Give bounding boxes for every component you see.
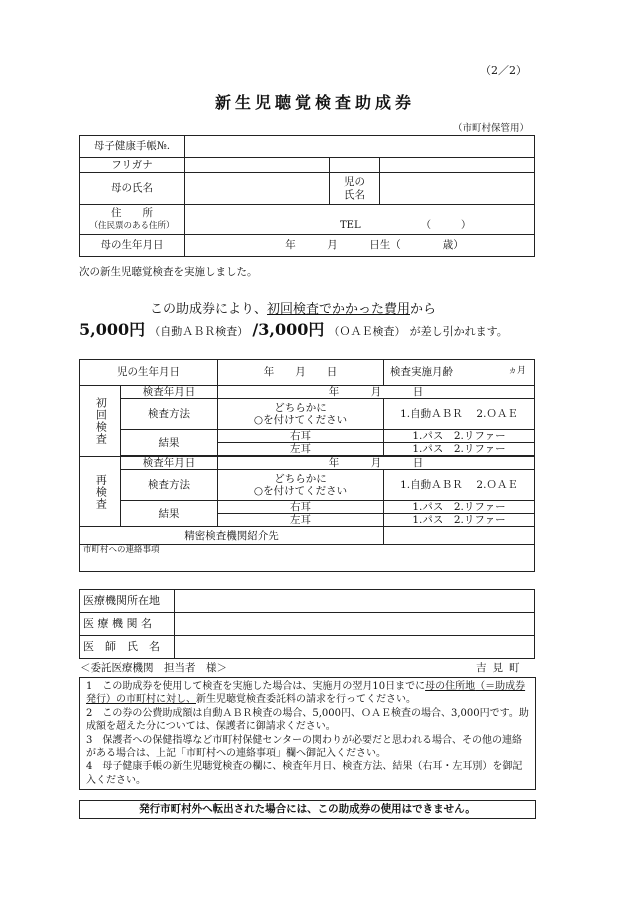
slash: / [252, 320, 259, 339]
child-furigana-field[interactable] [380, 158, 535, 173]
referral-label: 精密検査機関紹介先 [80, 527, 384, 545]
referral-field[interactable] [384, 527, 535, 545]
choose-text-1: どちらかに [274, 473, 327, 486]
re-exam-date-label: 検査年月日 [121, 457, 218, 470]
sentence-part-b: 初回検査でかかった費用 [267, 302, 411, 317]
first-exam-date-label: 検査年月日 [121, 386, 218, 399]
note-2: 2 この券の公費助成額は自動ＡＢＲ検査の場合、5,000円、ＯＡＥ検査の場合、3,000円です。助成額を超えた分については、保護者に御請求ください。 [86, 707, 529, 733]
exam-table [79, 359, 535, 572]
choose-text-2: ○を付けてください [253, 485, 348, 498]
facility-name-label: 医 療 機 関 名 [80, 613, 175, 636]
re-method-instruction [218, 470, 384, 501]
child-furigana-label-cell [330, 158, 380, 173]
address-field[interactable] [185, 205, 535, 235]
facility-address-label: 医療機関所在地 [80, 590, 175, 613]
first-right-ear-label: 右耳 [218, 430, 384, 443]
choose-text-1: どちらかに [274, 402, 327, 414]
facility-name-field[interactable] [175, 613, 535, 636]
first-exam-label-text: 初回検査 [94, 397, 108, 446]
re-method-options[interactable]: 1.自動ＡＢＲ 2.ＯＡＥ [384, 470, 535, 501]
note-3: 3 保護者への保健指導など市町村保健センターの関わりが必要だと思われる場合、その他の連絡がある場合は、上記「市町村への連絡事項」欄へ御記入ください。 [86, 734, 522, 760]
child-birth-label: 児の生年月日 [80, 360, 218, 386]
age-label: 検査実施月齢 [390, 366, 453, 379]
note-1d: 新生児聴覚検査委託料の請求を行ってください。 [196, 694, 416, 706]
first-exam-date-field[interactable]: 年 月 日 [218, 386, 535, 399]
contact-field[interactable] [80, 545, 535, 572]
note-1c: （＝助成券発行）の市町村に対し、 [86, 681, 526, 706]
bottom-notice: 発行市町村外へ転出された場合には、この助成券の使用はできません。 [79, 800, 536, 819]
abr-label: （自動ＡＢＲ検査） [149, 325, 249, 338]
choose-text-2: ○を付けてください [253, 414, 348, 427]
age-field[interactable] [384, 360, 535, 386]
footer-town: 吉見町 [476, 662, 526, 674]
first-method-options[interactable]: 1.自動ＡＢＲ 2.ＯＡＥ [384, 399, 535, 430]
re-right-ear-label: 右耳 [218, 501, 384, 514]
subsidy-sentence-line2 [79, 317, 508, 340]
note-4: 4 母子健康手帳の新生児聴覚検査の欄に、検査年月日、検査方法、結果（右耳・左耳別）を御記入ください。 [86, 761, 523, 786]
re-exam-date-field[interactable]: 年 月 日 [218, 457, 535, 470]
notes-box [79, 677, 536, 790]
first-left-ear-label: 左耳 [218, 443, 384, 456]
tel-label: TEL [340, 219, 361, 231]
child-name-label [330, 173, 380, 205]
first-method-instruction [218, 399, 384, 430]
first-exam-label [80, 386, 121, 457]
re-result-label: 結果 [121, 501, 218, 527]
info-table [79, 135, 535, 257]
oae-label: （ＯＡＥ検査） [328, 325, 406, 338]
first-right-ear-options[interactable]: 1.パス 2.リファー [384, 430, 535, 443]
mother-name-label: 母の氏名 [80, 173, 185, 205]
subsidy-sentence-line1 [150, 298, 436, 317]
first-result-label: 結果 [121, 430, 218, 456]
child-birth-field[interactable]: 年 月 日 [218, 360, 384, 386]
furigana-field[interactable] [185, 158, 330, 173]
note-1b: 母の住所地 [425, 681, 476, 692]
address-label-sub: （住民票のある住所） [89, 221, 175, 232]
address-label-main: 住 所 [111, 207, 153, 220]
facility-address-field[interactable] [175, 590, 535, 613]
furigana-label: フリガナ [80, 158, 185, 173]
mch-number-label: 母子健康手帳№. [80, 136, 185, 158]
facility-table [79, 589, 535, 659]
mother-birth-label: 母の生年月日 [80, 235, 185, 257]
amount-abr: 5,000円 [79, 320, 146, 339]
doctor-name-field[interactable] [175, 636, 535, 659]
address-label [80, 205, 185, 235]
re-method-label: 検査方法 [121, 470, 218, 501]
footer-recipient: ＜委託医療機関 担当者 様＞ [80, 662, 227, 674]
storage-note: （市町村保管用） [453, 123, 530, 134]
amount-oae: 3,000円 [258, 320, 325, 339]
first-method-label: 検査方法 [121, 399, 218, 430]
re-left-ear-label: 左耳 [218, 514, 384, 527]
sentence-tail: が差し引かれます。 [409, 325, 508, 338]
re-exam-label [80, 457, 121, 527]
contact-label: 市町村への連絡事項 [83, 545, 160, 556]
note-1a: 1 この助成券を使用して検査を実施した場合は、実施月の翌月10日までに [86, 681, 426, 692]
child-name-field[interactable] [380, 173, 535, 205]
tel-paren: （ ） [421, 219, 472, 231]
first-left-ear-options[interactable]: 1.パス 2.リファー [384, 443, 535, 456]
re-left-ear-options[interactable]: 1.パス 2.リファー [384, 514, 535, 527]
re-exam-label-text: 再検査 [94, 473, 108, 510]
sentence-part-a: この助成券により、 [150, 302, 268, 317]
mother-name-field[interactable] [185, 173, 330, 205]
child-name-label-1: 児の [344, 176, 365, 189]
age-unit: ヵ月 [507, 366, 526, 377]
doctor-name-label: 医 師 氏 名 [80, 636, 175, 659]
sentence-part-c: から [410, 302, 437, 317]
completion-text: 次の新生児聴覚検査を実施しました。 [79, 266, 258, 278]
mother-birth-field[interactable]: 年 月 日生（ 歳） [185, 235, 535, 257]
mch-number-field[interactable] [185, 136, 535, 158]
note-1 [86, 680, 529, 707]
page-number: （2／2） [480, 64, 527, 77]
child-name-label-2: 氏名 [344, 188, 365, 201]
page-title: 新生児聴覚検査助成券 [214, 93, 415, 112]
re-right-ear-options[interactable]: 1.パス 2.リファー [384, 501, 535, 514]
